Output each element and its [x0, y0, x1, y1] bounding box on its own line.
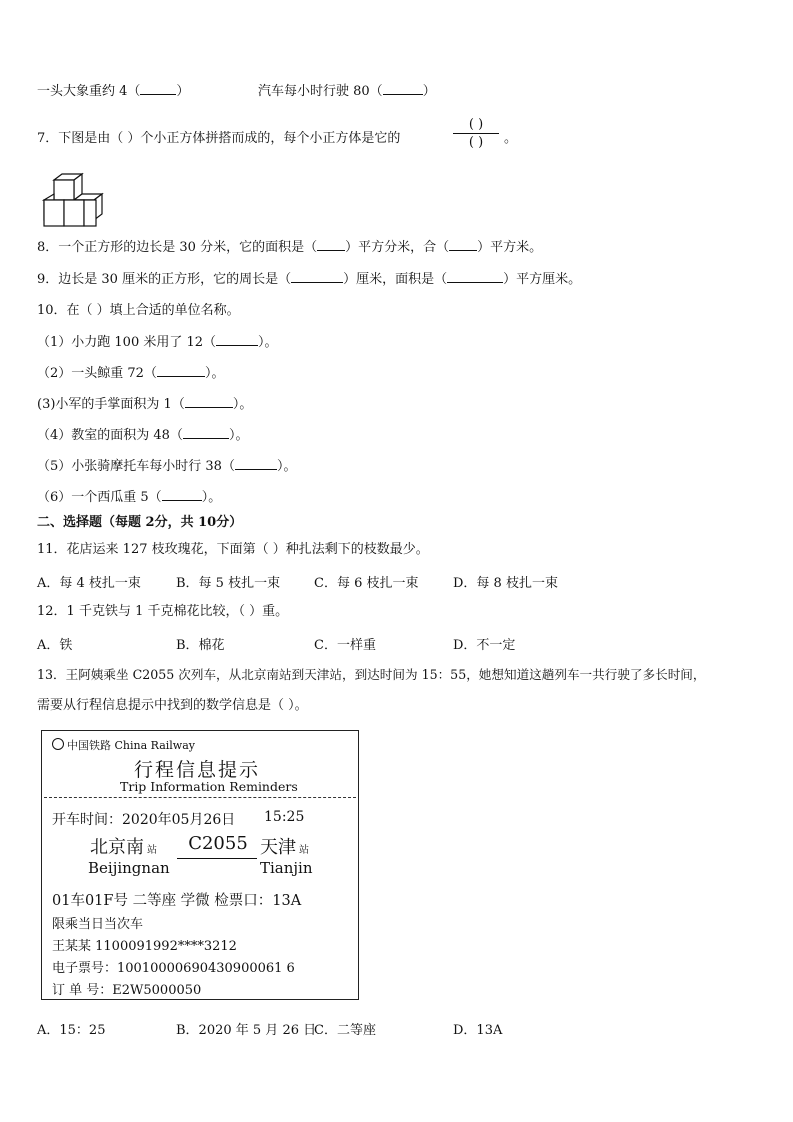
question-10-6 — [37, 488, 221, 507]
ticket-title-cn: 行程信息提示 — [134, 759, 261, 781]
paren-close: ） — [422, 84, 436, 99]
option-b[interactable]: B．每 5 枝扎一束 — [176, 576, 281, 591]
question-9-text-a: 9．边长是 30 厘米的正方形，它的周长是（ — [37, 272, 292, 287]
question-8 — [37, 238, 542, 257]
paren-close: ）。 — [204, 366, 225, 381]
paren-close: ）。 — [258, 335, 278, 350]
option-b[interactable]: B．2020 年 5 月 26 日 — [176, 1023, 317, 1038]
railway-logo-text — [52, 737, 195, 753]
station-suffix: 站 — [147, 845, 157, 856]
answer-blank[interactable] — [317, 238, 345, 251]
answer-blank[interactable] — [447, 270, 503, 283]
train-number: C2055 — [188, 833, 248, 854]
answer-blank[interactable] — [216, 333, 258, 346]
answer-blank[interactable] — [162, 488, 202, 501]
ticket-title-en: Trip Information Reminders — [120, 779, 298, 794]
departure-date: 开车时间：2020年05月26日 — [52, 812, 236, 828]
question-13-line-2: 需要从行程信息提示中找到的数学信息是（ ）。 — [37, 698, 308, 713]
paren-close: ） — [176, 84, 190, 99]
answer-blank[interactable] — [140, 82, 176, 95]
question-12: 12．1 千克铁与 1 千克棉花比较，（ ）重。 — [37, 604, 289, 619]
option-b[interactable]: B．棉花 — [176, 638, 225, 653]
paren-close: ）。 — [276, 459, 297, 474]
answer-blank[interactable] — [235, 457, 277, 470]
to-station-cn — [260, 833, 309, 859]
seat-info: 01车01F号 二等座 学微 检票口：13A — [52, 893, 302, 909]
answer-blank[interactable] — [183, 426, 229, 439]
item-text: (3)小军的手掌面积为 1（ — [37, 397, 185, 412]
ticket-divider — [44, 797, 356, 798]
section-heading: 二、选择题（每题 2分，共 10分） — [37, 515, 243, 530]
question-9-text-c: ）平方厘米。 — [503, 272, 582, 287]
elephant-text: 一头大象重约 4（ — [37, 84, 141, 99]
to-station-en: Tianjin — [260, 859, 313, 877]
car-speed-line — [258, 82, 436, 101]
option-c[interactable]: C．一样重 — [314, 638, 376, 653]
answer-blank[interactable] — [157, 364, 205, 377]
option-a[interactable]: A．铁 — [37, 638, 73, 653]
paren-close: ）。 — [232, 397, 253, 412]
question-10-text: 10．在（ ）填上合适的单位名称。 — [37, 303, 240, 318]
question-10-1 — [37, 333, 278, 352]
order-number: 订 单 号：E2W5000050 — [52, 983, 202, 998]
question-10-5 — [37, 457, 296, 476]
to-station-name: 天津 — [260, 837, 296, 858]
from-station-cn — [90, 833, 157, 859]
trip-info-ticket — [41, 730, 359, 1000]
option-c[interactable]: C．每 6 枝扎一束 — [314, 576, 419, 591]
item-text: （2）一头鲸重 72（ — [37, 366, 157, 381]
railway-logo-icon — [52, 738, 64, 750]
question-10-2 — [37, 364, 224, 383]
train-line — [177, 858, 257, 859]
cube-stack-figure — [42, 172, 106, 230]
fraction-numerator: ( ) — [468, 117, 484, 132]
item-text: （5）小张骑摩托车每小时行 38（ — [37, 459, 235, 474]
departure-time: 15:25 — [264, 809, 305, 825]
question-7 — [37, 130, 400, 148]
item-text: （4）教室的面积为 48（ — [37, 428, 183, 443]
question-9 — [37, 270, 581, 289]
from-station-en: Beijingnan — [88, 859, 170, 877]
question-11: 11．花店运来 127 枝玫瑰花，下面第（ ）种扎法剩下的枝数最少。 — [37, 542, 429, 557]
paren-close: ）。 — [228, 428, 249, 443]
eticket-number: 电子票号：10010000690430900061 6 — [52, 961, 295, 976]
question-8-text-a: 8．一个正方形的边长是 30 分米，它的面积是（ — [37, 240, 318, 255]
from-station-name: 北京南 — [90, 837, 144, 858]
passenger-info: 王某某 1100091992****3212 — [52, 939, 237, 954]
answer-blank[interactable] — [291, 270, 343, 283]
logo-label: 中国铁路 China Railway — [67, 739, 195, 752]
question-8-text-c: ）平方米。 — [477, 240, 543, 255]
option-a[interactable]: A．15：25 — [37, 1023, 106, 1038]
option-d[interactable]: D．不一定 — [453, 638, 516, 653]
fraction-denominator: ( ) — [468, 135, 484, 150]
question-13-line-1: 13．王阿姨乘坐 C2055 次列车，从北京南站到天津站，到达时间为 15：55，她想知道这趟列车一共行驶了多长时间， — [37, 667, 706, 682]
question-10-3 — [37, 395, 252, 414]
item-text: （1）小力跑 100 米用了 12（ — [37, 335, 217, 350]
option-c[interactable]: C．二等座 — [314, 1023, 376, 1038]
question-10 — [37, 302, 240, 320]
answer-blank[interactable] — [449, 238, 477, 251]
fraction-blank[interactable] — [453, 117, 499, 150]
question-8-text-b: ）平方分米，合（ — [345, 240, 450, 255]
question-7-text: 7．下图是由（ ）个小正方体拼搭而成的，每个小正方体是它的 — [37, 131, 401, 146]
option-a[interactable]: A．每 4 枝扎一束 — [37, 576, 141, 591]
answer-blank[interactable] — [185, 395, 233, 408]
fraction-bar — [453, 133, 499, 134]
question-10-4 — [37, 426, 248, 445]
question-9-text-b: ）厘米，面积是（ — [343, 272, 448, 287]
paren-close: ）。 — [201, 490, 222, 505]
car-text: 汽车每小时行驶 80（ — [258, 84, 383, 99]
period: 。 — [504, 131, 518, 146]
option-d[interactable]: D．每 8 枝扎一束 — [453, 576, 558, 591]
unit-question-line — [37, 82, 189, 101]
question-7-end — [504, 130, 517, 148]
item-text: （6）一个西瓜重 5（ — [37, 490, 162, 505]
station-suffix: 站 — [299, 845, 309, 856]
answer-blank[interactable] — [383, 82, 423, 95]
ticket-restriction: 限乘当日当次车 — [52, 917, 144, 932]
option-d[interactable]: D．13A — [453, 1023, 503, 1038]
